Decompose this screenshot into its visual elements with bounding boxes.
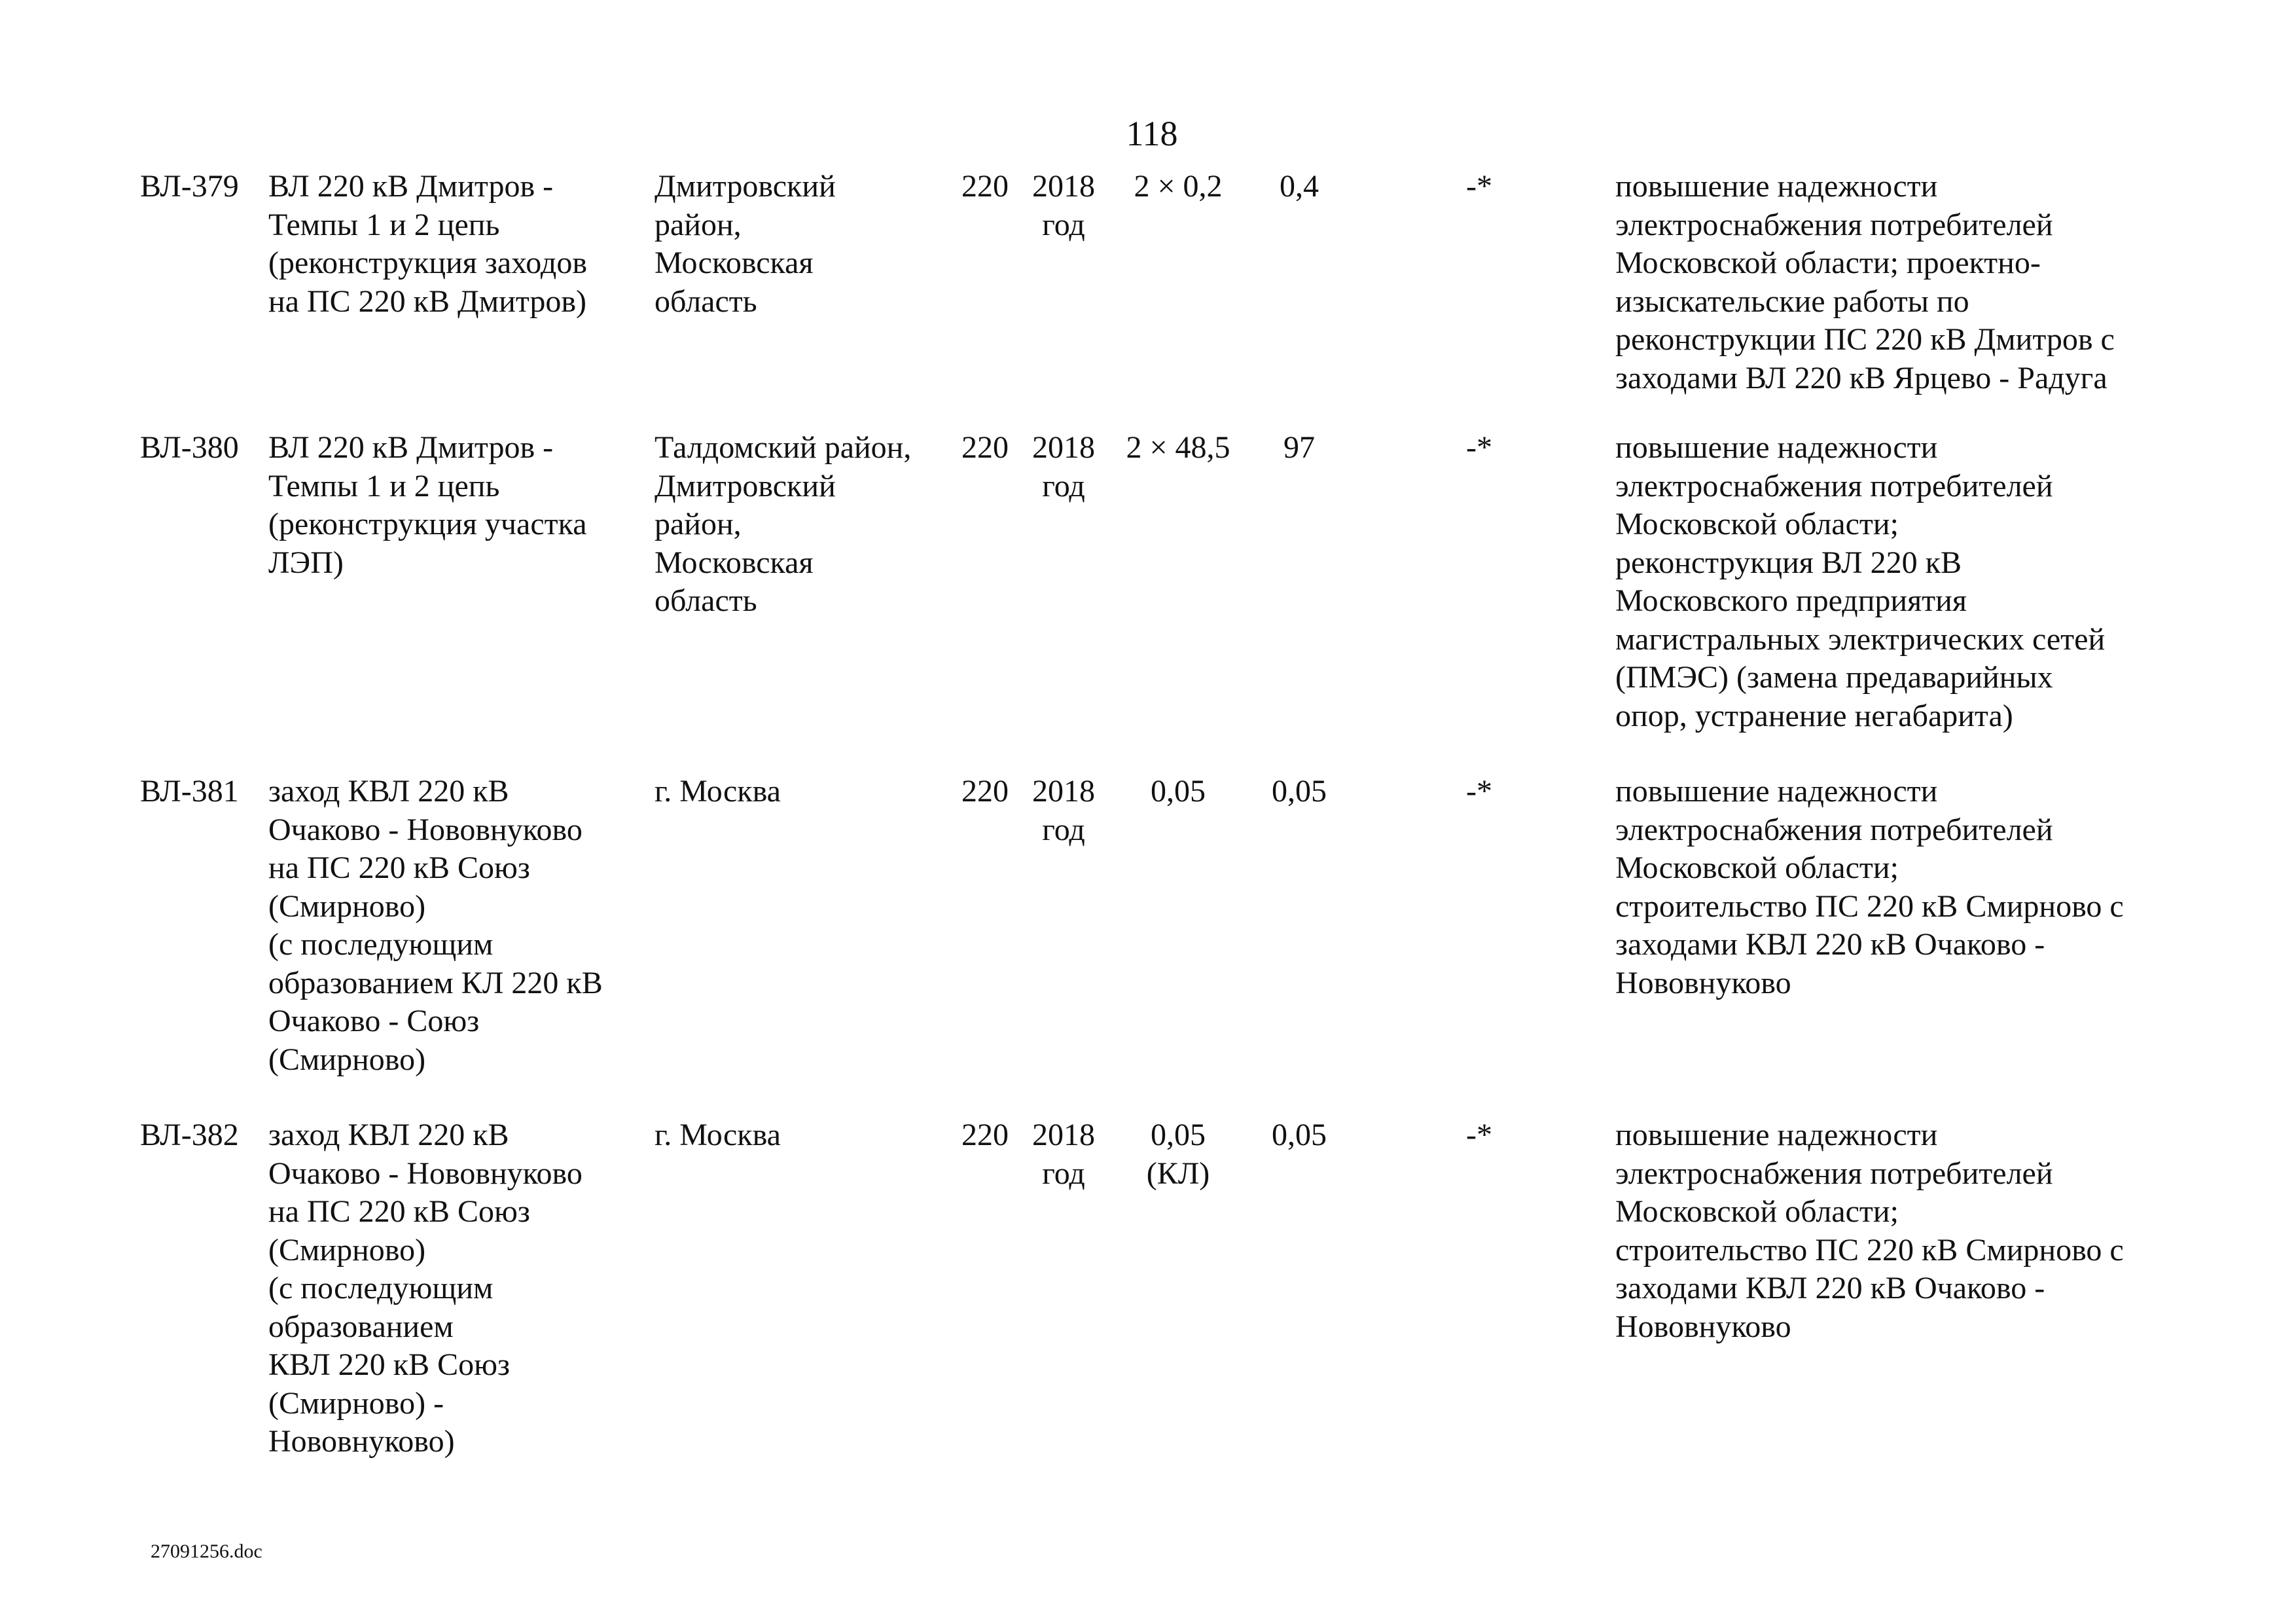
object-name: ВЛ 220 кВ Дмитров - Темпы 1 и 2 цепь (реконструкция заходов на ПС 220 кВ Дмитров) — [268, 169, 588, 319]
object-year: 2018 год — [1032, 774, 1095, 847]
object-length-total: 0,4 — [1280, 169, 1319, 204]
object-length: 0,05 — [1151, 774, 1206, 809]
object-name: заход КВЛ 220 кВ Очаково - Нововнуково на ПС 220 кВ Союз (Смирново) (с последующим образованием КВЛ 220 кВ Союз (Смирново) - Нововнуково) — [268, 1118, 583, 1459]
object-year: 2018 год — [1032, 169, 1095, 242]
object-length-total: 97 — [1283, 430, 1315, 465]
object-year: 2018 год — [1032, 1118, 1095, 1191]
object-name: заход КВЛ 220 кВ Очаково - Нововнуково на ПС 220 кВ Союз (Смирново) (с последующим образованием КЛ 220 кВ Очаково - Союз (Смирново) — [268, 774, 603, 1077]
object-code: ВЛ-382 — [140, 1118, 239, 1152]
page-number: 118 — [1126, 114, 1178, 153]
object-purpose: повышение надежности электроснабжения потребителей Московской области; проектно- изыскательские работы по реконструкции ПС 220 кВ Дмитров с заходами ВЛ 220 кВ Ярцево - Радуга — [1615, 169, 2115, 395]
object-voltage: 220 — [961, 774, 1009, 809]
object-voltage: 220 — [961, 169, 1009, 204]
object-code: ВЛ-380 — [140, 430, 239, 465]
object-purpose: повышение надежности электроснабжения потребителей Московской области; строительство ПС 220 кВ Смирново с заходами КВЛ 220 кВ Очаково - Нововнуково — [1615, 774, 2124, 1000]
object-location: Талдомский район, Дмитровский район, Московская область — [655, 430, 912, 618]
object-capacity: -* — [1466, 1118, 1492, 1152]
object-name: ВЛ 220 кВ Дмитров - Темпы 1 и 2 цепь (реконструкция участка ЛЭП) — [268, 430, 587, 580]
object-purpose: повышение надежности электроснабжения потребителей Московской области; строительство ПС 220 кВ Смирново с заходами КВЛ 220 кВ Очаково - Нововнуково — [1615, 1118, 2124, 1344]
object-voltage: 220 — [961, 430, 1009, 465]
object-length: 2 × 0,2 — [1134, 169, 1223, 204]
object-location: Дмитровский район, Московская область — [655, 169, 836, 319]
object-location: г. Москва — [655, 1118, 781, 1152]
object-capacity: -* — [1466, 430, 1492, 465]
object-length: 2 × 48,5 — [1126, 430, 1230, 465]
object-purpose: повышение надежности электроснабжения потребителей Московской области; реконструкция ВЛ 220 кВ Московского предприятия магистральных электрических сетей (ПМЭС) (замена предаварийных опор, устранение негабарита) — [1615, 430, 2106, 733]
object-location: г. Москва — [655, 774, 781, 809]
object-year: 2018 год — [1032, 430, 1095, 503]
object-code: ВЛ-381 — [140, 774, 239, 809]
object-voltage: 220 — [961, 1118, 1009, 1152]
object-code: ВЛ-379 — [140, 169, 239, 204]
object-length-total: 0,05 — [1272, 1118, 1327, 1152]
object-length-total: 0,05 — [1272, 774, 1327, 809]
object-length: 0,05 (КЛ) — [1146, 1118, 1210, 1191]
object-capacity: -* — [1466, 774, 1492, 809]
object-capacity: -* — [1466, 169, 1492, 204]
document-id: 27091256.doc — [151, 1541, 262, 1562]
